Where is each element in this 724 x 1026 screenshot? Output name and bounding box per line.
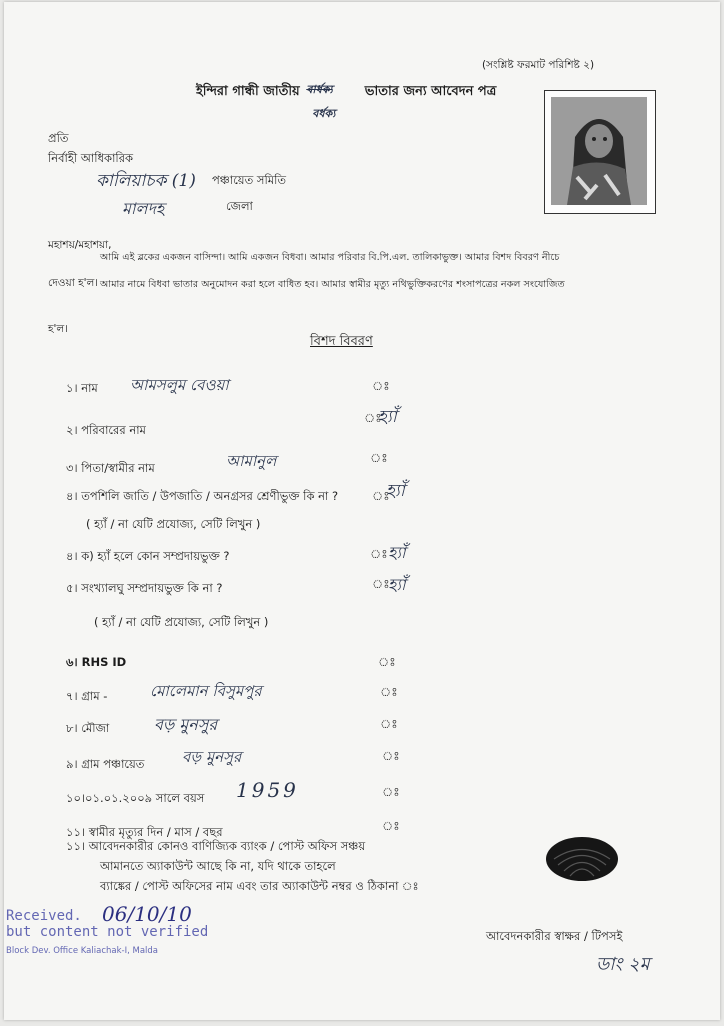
stamp-not-verified: but content not verified	[6, 924, 209, 940]
field-minority-colon: ঃ	[372, 577, 390, 591]
field-family-colon: ঃ	[364, 411, 382, 425]
stamp-date-hand: 06/10/10	[102, 902, 192, 926]
field-gp-label: ৯। গ্রাম পঞ্চায়েত	[66, 757, 145, 771]
address-block-hand: কালিয়াচক (1)	[96, 171, 196, 191]
field-father-value: আমানুল	[226, 452, 277, 470]
signature-label: আবেদনকারীর স্বাক্ষর / টিপসই	[486, 929, 623, 943]
field-minority-note: ( হ্যাঁ / না যেটি প্রযোজ্য, সেটি লিখুন )	[94, 615, 269, 629]
form-title	[196, 82, 497, 120]
field-age-colon: ঃ	[382, 785, 400, 799]
field-family-label: ২। পরিবারের নাম	[66, 423, 146, 437]
stamp-received: Received.	[6, 908, 82, 924]
applicant-photo	[544, 90, 656, 214]
address-to: প্রতি	[48, 131, 69, 145]
photo-portrait	[551, 97, 647, 205]
field-husband-death-colon: ঃ	[382, 819, 400, 833]
thumbprint-icon	[542, 832, 622, 886]
signature-hand: ডাং ২ম	[596, 954, 650, 975]
field-village-value: মোলেমান বিসুমপুর	[150, 682, 262, 700]
address-district-hand: মালদহ	[122, 199, 165, 218]
address-block-suffix: পঞ্চায়েত সমিতি	[212, 173, 287, 187]
stamp-office: Block Dev. Office Kaliachak-I, Malda	[6, 946, 158, 956]
field-community-colon: ঃ	[370, 547, 388, 561]
field-name-value: আমসলুম বেওয়া	[130, 376, 229, 394]
salutation: মহাশয়/মহাশয়া,	[48, 239, 112, 251]
field-village-label: ৭। গ্রাম -	[66, 689, 108, 703]
field-village-colon: ঃ	[380, 685, 398, 699]
body-line-3: আমার নামে বিধবা ভাতার অনুমোদন করা হলে বাধিত হব। আমার স্বামীর মৃত্যু নথিভুক্তিকরণের শংসাপত্রের নকল সংযোজিত	[100, 279, 565, 290]
field-rhs-colon: ঃ	[378, 655, 396, 669]
field-family-value: হ্যাঁ	[378, 407, 397, 427]
field-gp-colon: ঃ	[382, 749, 400, 763]
field-caste-label: ৪। তপশিলি জাতি / উপজাতি / অনগ্রসর শ্রেণীভুক্ত কি না ?	[66, 489, 339, 503]
address-district-suffix: জেলা	[226, 199, 253, 213]
field-minority-label: ৫। সংখ্যালঘু সম্প্রদায়ভুক্ত কি না ?	[66, 581, 223, 595]
field-caste-colon: ঃ	[372, 489, 390, 503]
field-age-value: 1959	[236, 778, 299, 802]
bank-line-3: ব্যাঙ্কের / পোস্ট অফিসের নাম এবং তার অ্যাকাউন্ট নম্বর ও ঠিকানা ঃ	[100, 879, 419, 893]
field-rhs-label: ৬। RHS ID	[66, 655, 127, 669]
field-husband-death-label: ১১। স্বামীর মৃত্যুর দিন / মাস / বছর	[66, 825, 223, 839]
details-heading: বিশদ বিবরণ	[310, 334, 373, 349]
field-mouza-value: বড় মুনসুর	[154, 715, 218, 734]
address-officer: নির্বাহী আধিকারিক	[48, 151, 134, 165]
field-caste-note: ( হ্যাঁ / না যেটি প্রযোজ্য, সেটি লিখুন )	[86, 517, 261, 531]
title-inserted-bottom: বর্ধক্য	[312, 107, 336, 120]
bank-line-1: ১১। আবেদনকারীর কোনও বাণিজ্যিক ব্যাংক / পোস্ট অফিস সঞ্চয়	[66, 839, 366, 853]
annex-label: (সংশ্লিষ্ট ফরমাট পরিশিষ্ট ২)	[482, 59, 595, 71]
bank-line-2: আমানতে অ্যাকাউন্ট আছে কি না, যদি থাকে তাহলে	[100, 859, 336, 873]
title-before: ইন্দিরা গান্ধী জাতীয়	[196, 84, 300, 99]
field-name-colon: ঃ	[372, 379, 390, 393]
title-inserted-top: বার্ধক্য	[306, 83, 333, 96]
field-father-label: ৩। পিতা/স্বামীর নাম	[66, 461, 155, 475]
field-name-label: ১। নাম	[66, 381, 98, 395]
field-father-colon: ঃ	[370, 451, 388, 465]
body-line-2: দেওয়া হ'ল।	[48, 277, 99, 289]
field-mouza-label: ৮। মৌজা	[66, 721, 110, 735]
application-form-page	[4, 2, 720, 1020]
body-line-4: হ'ল।	[48, 323, 68, 335]
field-community-value: হ্যাঁ	[388, 543, 406, 562]
field-community-label: ৪। ক) হ্যাঁ হলে কোন সম্প্রদায়ভুক্ত ?	[66, 549, 230, 563]
field-gp-value: বড় মুনসুর	[182, 748, 242, 766]
field-mouza-colon: ঃ	[380, 717, 398, 731]
title-after: ভাতার জন্য আবেদন পত্র	[364, 84, 497, 99]
field-age-label: ১০।০১.০১.২০০৯ সালে বয়স	[66, 791, 205, 805]
body-line-1: আমি এই ব্লকের একজন বাসিন্দা। আমি একজন বিধবা। আমার পরিবার বি.পি.এল. তালিকাভুক্ত। আমার বিশদ বিবরণ নীচে	[100, 252, 560, 263]
field-minority-value: হ্যাঁ	[388, 575, 406, 594]
field-caste-value: হ্যাঁ	[386, 481, 405, 501]
